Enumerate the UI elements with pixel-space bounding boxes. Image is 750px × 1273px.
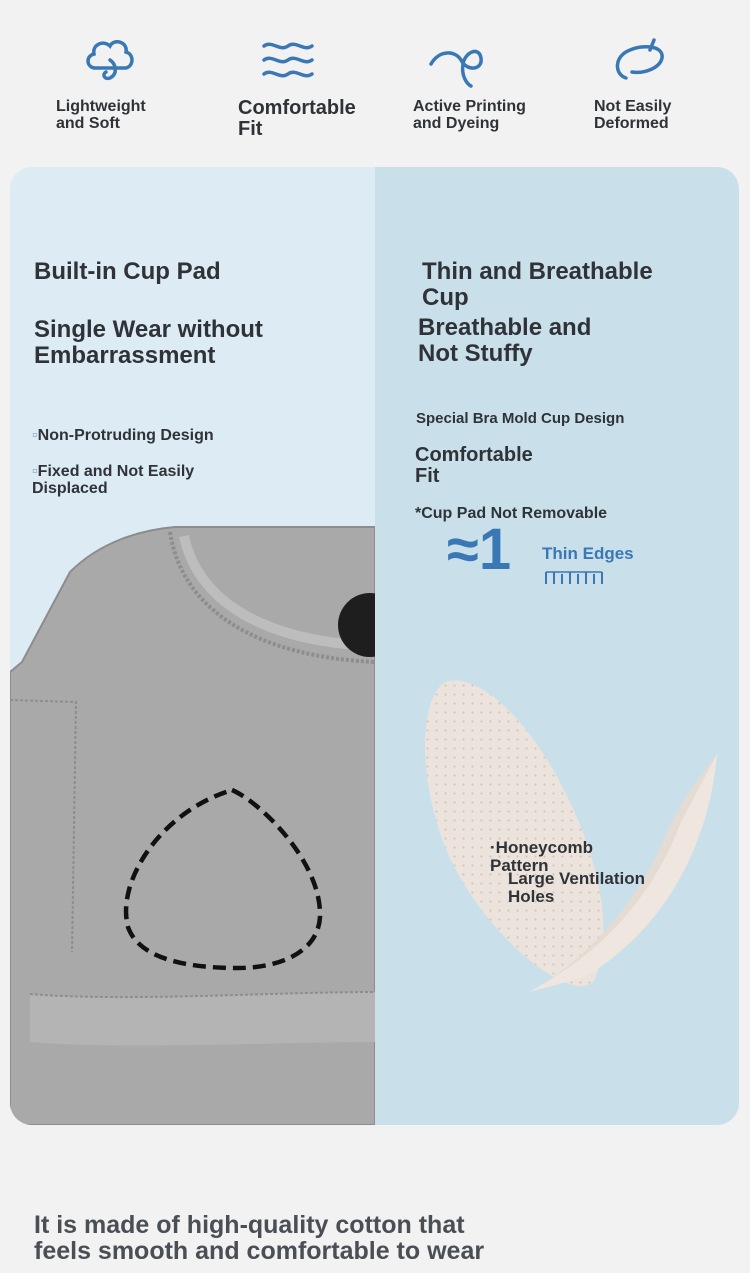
honeycomb-label: ·Honeycomb Pattern (490, 838, 593, 875)
ruler-icon (544, 568, 604, 586)
bullet-text: Non-Protruding Design (37, 427, 214, 444)
thin-edges-label: Thin Edges (542, 544, 634, 563)
feature-strip (0, 0, 750, 160)
comparison-panel (10, 167, 739, 1125)
left-title-cup-pad: Built-in Cup Pad (34, 258, 221, 285)
feature-label: Active Printing and Dyeing (413, 98, 526, 132)
cotton-cloud-icon (80, 30, 140, 90)
approx-one-mm: ≈1 (447, 517, 512, 582)
right-point-mold-cup: Special Bra Mold Cup Design (416, 410, 625, 427)
bullet-icon: ▫ (32, 463, 38, 480)
elastic-loop-icon (608, 30, 668, 90)
feature-printing (413, 30, 593, 132)
ventilation-label: Large Ventilation Holes (508, 869, 645, 906)
tshirt-illustration (10, 522, 375, 1125)
right-point-comfortable: Comfortable Fit (415, 444, 533, 487)
material-description: It is made of high-quality cotton that feels smooth and comfortable to wear (34, 1211, 485, 1265)
left-title-single-wear: Single Wear without Embarrassment (34, 316, 263, 369)
left-bullet-non-protruding (32, 410, 214, 444)
bullet-icon: ▫ (32, 427, 38, 444)
feature-label: Not Easily Deformed (594, 98, 672, 132)
feature-comfortable (238, 30, 418, 140)
loop-ribbon-icon (427, 30, 487, 90)
feature-lightweight (56, 30, 236, 132)
feature-label: Comfortable Fit (238, 97, 356, 140)
feature-label: Lightweight and Soft (56, 98, 146, 132)
right-title-breathable: Breathable and Not Stuffy (418, 314, 592, 367)
left-bullet-fixed (32, 446, 194, 497)
right-point-not-removable: *Cup Pad Not Removable (415, 505, 608, 522)
right-title-thin-cup: Thin and Breathable Cup (422, 258, 653, 311)
wind-waves-icon (256, 30, 316, 90)
feature-deformed (594, 30, 750, 132)
bullet-text: Fixed and Not Easily Displaced (32, 463, 195, 497)
